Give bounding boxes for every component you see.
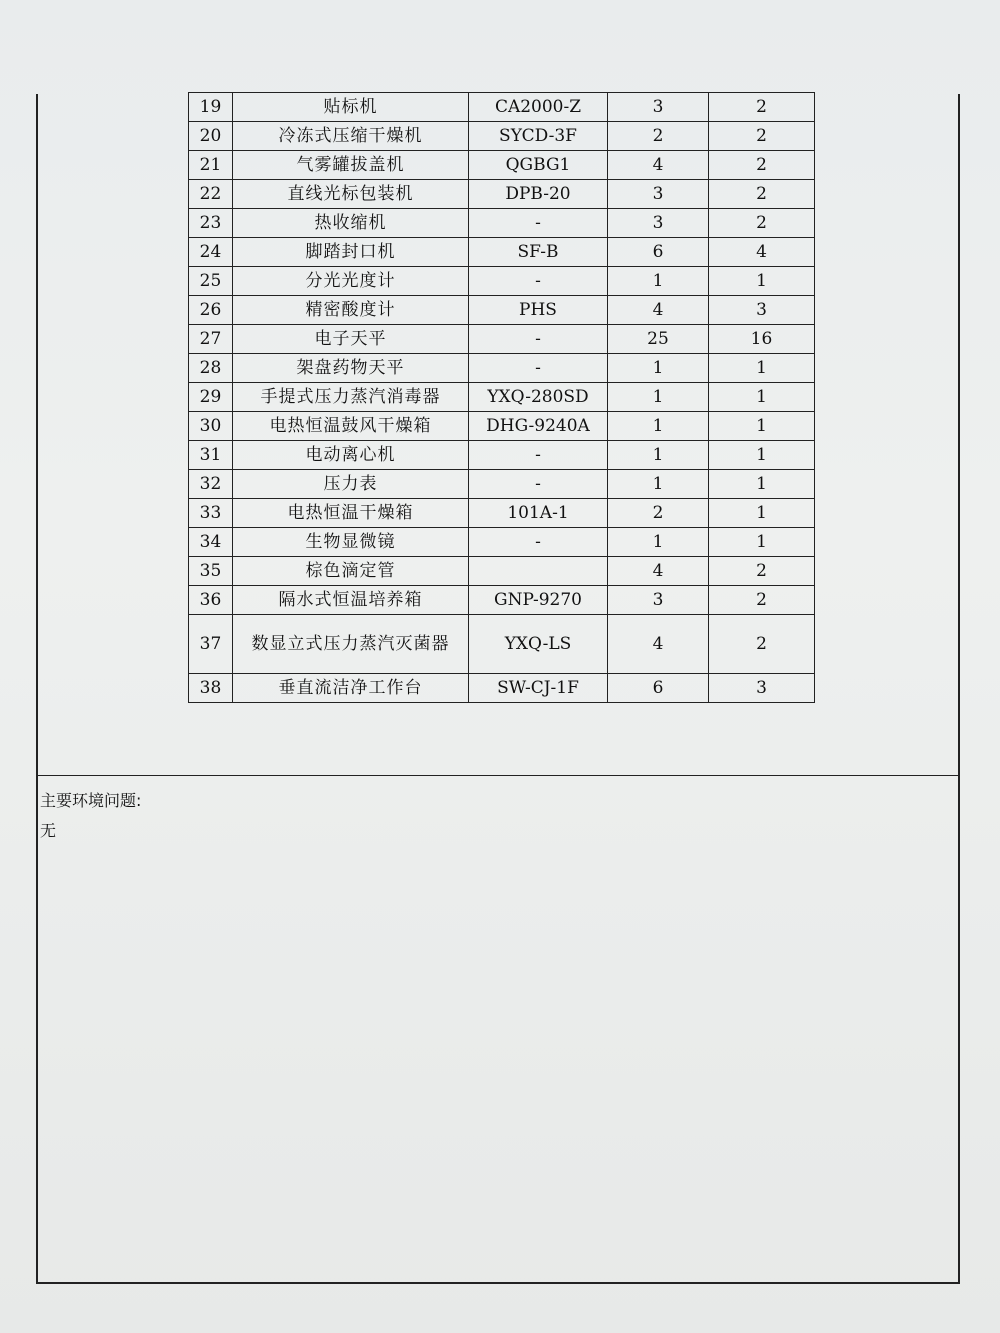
model-cell: QGBG1 — [469, 151, 608, 180]
quantity-cell: 1 — [608, 470, 709, 499]
quantity-in-use-cell: 1 — [709, 354, 815, 383]
model-cell: SF-B — [469, 238, 608, 267]
quantity-in-use-cell: 2 — [709, 151, 815, 180]
row-number-cell: 28 — [189, 354, 233, 383]
quantity-cell: 3 — [608, 209, 709, 238]
quantity-in-use-cell: 3 — [709, 296, 815, 325]
quantity-cell: 3 — [608, 180, 709, 209]
table-row — [189, 325, 815, 354]
quantity-cell: 1 — [608, 412, 709, 441]
row-number-cell: 37 — [189, 615, 233, 674]
quantity-cell: 1 — [608, 267, 709, 296]
table-row — [189, 296, 815, 325]
table-row — [189, 122, 815, 151]
model-cell: SYCD-3F — [469, 122, 608, 151]
table-row — [189, 557, 815, 586]
table-row — [189, 354, 815, 383]
quantity-cell: 1 — [608, 354, 709, 383]
table-row — [189, 674, 815, 703]
table-row — [189, 180, 815, 209]
quantity-in-use-cell: 2 — [709, 209, 815, 238]
table-row — [189, 93, 815, 122]
quantity-cell: 1 — [608, 528, 709, 557]
quantity-in-use-cell: 2 — [709, 586, 815, 615]
section-divider — [38, 775, 958, 776]
table-row — [189, 151, 815, 180]
equipment-name-cell: 直线光标包装机 — [233, 180, 469, 209]
row-number-cell: 33 — [189, 499, 233, 528]
equipment-name-cell: 隔水式恒温培养箱 — [233, 586, 469, 615]
equipment-table-body — [189, 93, 815, 703]
table-row — [189, 499, 815, 528]
quantity-in-use-cell: 1 — [709, 267, 815, 296]
row-number-cell: 35 — [189, 557, 233, 586]
model-cell — [469, 557, 608, 586]
model-cell: PHS — [469, 296, 608, 325]
table-row — [189, 586, 815, 615]
quantity-cell: 3 — [608, 93, 709, 122]
quantity-in-use-cell: 1 — [709, 441, 815, 470]
quantity-in-use-cell: 2 — [709, 93, 815, 122]
equipment-name-cell: 电热恒温鼓风干燥箱 — [233, 412, 469, 441]
table-row — [189, 383, 815, 412]
quantity-cell: 1 — [608, 383, 709, 412]
quantity-in-use-cell: 2 — [709, 122, 815, 151]
model-cell: GNP-9270 — [469, 586, 608, 615]
quantity-cell: 4 — [608, 151, 709, 180]
quantity-cell: 4 — [608, 615, 709, 674]
document-frame — [36, 94, 960, 1284]
table-row — [189, 441, 815, 470]
model-cell: 101A-1 — [469, 499, 608, 528]
equipment-name-cell: 生物显微镜 — [233, 528, 469, 557]
quantity-cell: 4 — [608, 557, 709, 586]
row-number-cell: 22 — [189, 180, 233, 209]
equipment-name-cell: 架盘药物天平 — [233, 354, 469, 383]
quantity-cell: 3 — [608, 586, 709, 615]
equipment-name-cell: 数显立式压力蒸汽灭菌器 — [233, 615, 469, 674]
table-row — [189, 209, 815, 238]
equipment-name-cell: 垂直流洁净工作台 — [233, 674, 469, 703]
quantity-in-use-cell: 1 — [709, 499, 815, 528]
equipment-name-cell: 电子天平 — [233, 325, 469, 354]
equipment-name-cell: 棕色滴定管 — [233, 557, 469, 586]
equipment-name-cell: 冷冻式压缩干燥机 — [233, 122, 469, 151]
equipment-name-cell: 压力表 — [233, 470, 469, 499]
model-cell: - — [469, 441, 608, 470]
quantity-in-use-cell: 1 — [709, 383, 815, 412]
model-cell: - — [469, 470, 608, 499]
quantity-cell: 4 — [608, 296, 709, 325]
quantity-in-use-cell: 16 — [709, 325, 815, 354]
row-number-cell: 23 — [189, 209, 233, 238]
quantity-in-use-cell: 1 — [709, 470, 815, 499]
quantity-cell: 6 — [608, 238, 709, 267]
model-cell: - — [469, 354, 608, 383]
equipment-name-cell: 贴标机 — [233, 93, 469, 122]
quantity-in-use-cell: 2 — [709, 615, 815, 674]
row-number-cell: 29 — [189, 383, 233, 412]
model-cell: SW-CJ-1F — [469, 674, 608, 703]
row-number-cell: 27 — [189, 325, 233, 354]
row-number-cell: 36 — [189, 586, 233, 615]
row-number-cell: 21 — [189, 151, 233, 180]
row-number-cell: 34 — [189, 528, 233, 557]
equipment-name-cell: 脚踏封口机 — [233, 238, 469, 267]
equipment-name-cell: 气雾罐拔盖机 — [233, 151, 469, 180]
environment-issues-label: 主要环境问题: — [40, 791, 142, 810]
quantity-in-use-cell: 1 — [709, 412, 815, 441]
row-number-cell: 25 — [189, 267, 233, 296]
model-cell: - — [469, 325, 608, 354]
table-row — [189, 528, 815, 557]
table-row — [189, 267, 815, 296]
table-row — [189, 470, 815, 499]
equipment-name-cell: 电热恒温干燥箱 — [233, 499, 469, 528]
equipment-name-cell: 电动离心机 — [233, 441, 469, 470]
equipment-name-cell: 精密酸度计 — [233, 296, 469, 325]
quantity-in-use-cell: 2 — [709, 557, 815, 586]
model-cell: YXQ-LS — [469, 615, 608, 674]
equipment-name-cell: 手提式压力蒸汽消毒器 — [233, 383, 469, 412]
row-number-cell: 38 — [189, 674, 233, 703]
model-cell: - — [469, 528, 608, 557]
quantity-cell: 1 — [608, 441, 709, 470]
quantity-cell: 2 — [608, 122, 709, 151]
quantity-in-use-cell: 4 — [709, 238, 815, 267]
model-cell: - — [469, 209, 608, 238]
quantity-cell: 25 — [608, 325, 709, 354]
row-number-cell: 20 — [189, 122, 233, 151]
environment-issues-value: 无 — [40, 821, 57, 840]
model-cell: DPB-20 — [469, 180, 608, 209]
quantity-in-use-cell: 2 — [709, 180, 815, 209]
row-number-cell: 32 — [189, 470, 233, 499]
equipment-name-cell: 分光光度计 — [233, 267, 469, 296]
model-cell: DHG-9240A — [469, 412, 608, 441]
model-cell: - — [469, 267, 608, 296]
row-number-cell: 30 — [189, 412, 233, 441]
quantity-cell: 6 — [608, 674, 709, 703]
model-cell: YXQ-280SD — [469, 383, 608, 412]
quantity-in-use-cell: 1 — [709, 528, 815, 557]
equipment-name-cell: 热收缩机 — [233, 209, 469, 238]
table-row — [189, 615, 815, 674]
quantity-cell: 2 — [608, 499, 709, 528]
row-number-cell: 31 — [189, 441, 233, 470]
table-row — [189, 238, 815, 267]
equipment-table — [188, 92, 815, 703]
row-number-cell: 24 — [189, 238, 233, 267]
row-number-cell: 19 — [189, 93, 233, 122]
row-number-cell: 26 — [189, 296, 233, 325]
model-cell: CA2000-Z — [469, 93, 608, 122]
table-row — [189, 412, 815, 441]
quantity-in-use-cell: 3 — [709, 674, 815, 703]
